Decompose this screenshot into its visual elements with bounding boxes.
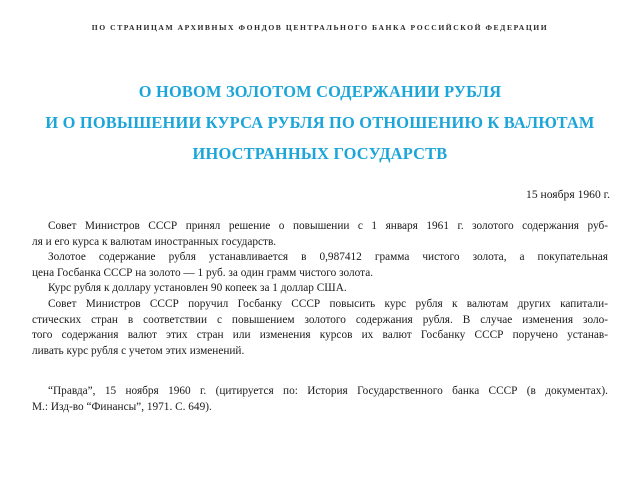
document-date: 15 ноября 1960 г. <box>526 188 610 201</box>
paragraph-4 <box>32 297 608 359</box>
paragraph-line: того содержания валют этих стран или изменения курсов их валют Госбанку СССР поручено устанав- <box>32 329 608 342</box>
paragraph-line: Курс рубля к доллару установлен 90 копеек за 1 доллар США. <box>48 282 347 295</box>
title-line-3: ИНОСТРАННЫХ ГОСУДАРСТВ <box>192 144 448 163</box>
paragraph-line: ля и его курса к валютам иностранных государств. <box>32 235 277 248</box>
paragraph-1 <box>32 219 608 250</box>
document-title <box>0 76 640 169</box>
paragraph-line: Совет Министров СССР поручил Госбанку СССР повысить курс рубля к валютам других капитали- <box>48 297 608 310</box>
paragraph-2 <box>32 250 608 281</box>
paragraph-line: ливать курс рубля с учетом этих изменений. <box>32 344 245 357</box>
title-line-1: О НОВОМ ЗОЛОТОМ СОДЕРЖАНИИ РУБЛЯ <box>138 82 502 101</box>
paragraph-line: Совет Министров СССР принял решение о повышении с 1 января 1961 г. золотого содержания руб- <box>48 220 608 232</box>
paragraph-line: стических стран в соответствии с повышением золотого содержания рубля. В случае изменения золо- <box>32 313 608 326</box>
title-line-2: И О ПОВЫШЕНИИ КУРСА РУБЛЯ ПО ОТНОШЕНИЮ К ВАЛЮТАМ <box>45 113 595 132</box>
running-header: ПО СТРАНИЦАМ АРХИВНЫХ ФОНДОВ ЦЕНТРАЛЬНОГО БАНКА РОССИЙСКОЙ ФЕДЕРАЦИИ <box>91 23 549 32</box>
paragraph-line: Золотое содержание рубля устанавливается в 0,987412 грамма чистого золота, а покупательная <box>48 251 608 264</box>
source-line-2: М.: Изд-во “Финансы”, 1971. С. 649). <box>32 400 212 413</box>
document-body <box>32 219 608 359</box>
paragraph-3 <box>32 281 608 297</box>
source-line-1: “Правда”, 15 ноября 1960 г. (цитируется по: История Государственного банка СССР (в документах). <box>48 385 608 397</box>
paragraph-line: цена Госбанка СССР на золото — 1 руб. за один грамм чистого золота. <box>32 266 374 279</box>
source-citation <box>32 384 608 415</box>
